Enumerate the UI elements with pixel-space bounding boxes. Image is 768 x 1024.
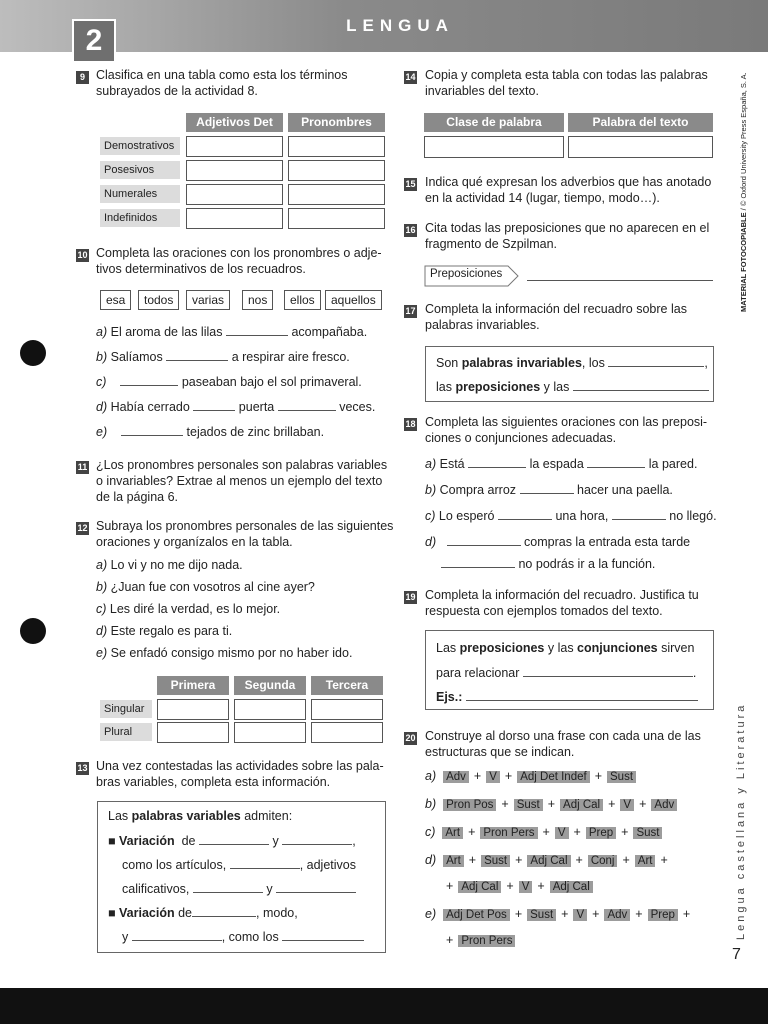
list-item: c) Les diré la verdad, es lo mejor. bbox=[96, 602, 281, 616]
grammar-token: V bbox=[620, 799, 634, 811]
row-label: Indefinidos bbox=[100, 209, 180, 227]
plus-sign: + bbox=[622, 853, 630, 867]
info-line: Las preposiciones y las conjunciones sirven bbox=[436, 641, 695, 655]
word-chip: ellos bbox=[284, 290, 321, 310]
answer-cell[interactable] bbox=[186, 136, 283, 157]
plus-sign: + bbox=[639, 797, 647, 811]
table-header: Pronombres bbox=[288, 113, 385, 132]
question-text: Completa las oraciones con los pronombres o adje- tivos determinativos de los recuadros. bbox=[96, 246, 382, 276]
plus-sign: + bbox=[542, 825, 550, 839]
structure-row bbox=[425, 906, 695, 923]
plus-sign: + bbox=[592, 907, 600, 921]
question-number: 12 bbox=[77, 523, 88, 533]
grammar-token: Sust bbox=[607, 771, 636, 783]
info-line: calificativos, y bbox=[122, 881, 356, 897]
question-text: Completa la información del recuadro sobre las palabras invariables. bbox=[425, 302, 687, 332]
plus-sign: + bbox=[635, 907, 643, 921]
sentence-e: e) tejados de zinc brillaban. bbox=[96, 425, 325, 439]
list-item: b) ¿Juan fue con vosotros al cine ayer? bbox=[96, 580, 315, 594]
plus-sign: + bbox=[515, 853, 523, 867]
question-number: 9 bbox=[76, 71, 89, 84]
grammar-token: Adj Det Pos bbox=[443, 909, 510, 921]
table-header: Primera bbox=[157, 676, 229, 695]
plus-sign: + bbox=[621, 825, 629, 839]
answer-cell[interactable] bbox=[186, 160, 283, 181]
word-chip: todos bbox=[138, 290, 179, 310]
structure-row bbox=[425, 768, 636, 785]
question-text: ¿Los pronombres personales son palabras variables o invariables? Extrae al menos un ejemplo del texto de la página 6. bbox=[96, 458, 388, 504]
sentence-b: b) Salíamos a respirar aire fresco. bbox=[96, 350, 350, 364]
grammar-token: Pron Pers bbox=[458, 935, 515, 947]
answer-cell[interactable] bbox=[234, 699, 306, 720]
question-text: Indica qué expresan los adverbios que has anotado en la actividad 14 (lugar, tiempo, modo…). bbox=[425, 175, 712, 205]
question-number: 20 bbox=[405, 733, 416, 743]
bottom-band bbox=[0, 988, 768, 1024]
answer-cell[interactable] bbox=[157, 699, 229, 720]
plus-sign: + bbox=[473, 769, 482, 783]
answer-cell[interactable] bbox=[311, 722, 383, 743]
question-text: Completa las siguientes oraciones con las preposi- ciones o conjunciones adecuadas. bbox=[425, 415, 708, 445]
sentence-d-cont: no podrás ir a la función. bbox=[441, 556, 655, 572]
info-line: Son palabras invariables, los , bbox=[436, 356, 708, 370]
grammar-token: Sust bbox=[527, 909, 556, 921]
question-text: Construye al dorso una frase con cada una de las estructuras que se indican. bbox=[425, 729, 701, 759]
row-label: Plural bbox=[100, 723, 152, 741]
grammar-token: Prep bbox=[648, 909, 678, 921]
list-item: d) Este regalo es para ti. bbox=[96, 624, 233, 638]
tag-label: Preposiciones bbox=[430, 268, 503, 280]
plus-sign: + bbox=[537, 879, 545, 893]
grammar-token: Art bbox=[635, 855, 656, 867]
grammar-token: Sust bbox=[481, 855, 510, 867]
structure-row bbox=[425, 824, 662, 841]
plus-sign: + bbox=[594, 769, 602, 783]
word-chip: varias bbox=[186, 290, 230, 310]
answer-cell[interactable] bbox=[186, 208, 283, 229]
grammar-token: Art bbox=[442, 827, 463, 839]
table-header: Adjetivos Det bbox=[186, 113, 283, 132]
answer-cell[interactable] bbox=[424, 136, 564, 158]
grammar-token: Sust bbox=[633, 827, 662, 839]
sentence-b: b) Compra arroz hacer una paella. bbox=[425, 483, 673, 497]
word-chip: esa bbox=[100, 290, 131, 310]
question-number: 18 bbox=[405, 419, 416, 429]
sentence-a: a) Está la espada la pared. bbox=[425, 457, 698, 471]
answer-cell[interactable] bbox=[568, 136, 713, 158]
word-chip: nos bbox=[242, 290, 273, 310]
answer-cell[interactable] bbox=[288, 160, 385, 181]
sentence-d: d) Había cerrado puerta veces. bbox=[96, 400, 376, 414]
question-number: 11 bbox=[77, 462, 88, 472]
grammar-token: Adj Cal bbox=[527, 855, 570, 867]
grammar-token: V bbox=[486, 771, 500, 783]
plus-sign: + bbox=[504, 769, 513, 783]
structure-label: b) bbox=[425, 797, 437, 811]
row-label: Numerales bbox=[100, 185, 180, 203]
sentence-a: a) El aroma de las lilas acompañaba. bbox=[96, 325, 368, 339]
table-header: Palabra del texto bbox=[568, 113, 713, 132]
list-item: e) Se enfadó consigo mismo por no haber ido. bbox=[96, 646, 353, 660]
answer-cell[interactable] bbox=[288, 136, 385, 157]
row-label: Singular bbox=[100, 700, 152, 718]
info-line: ■ Variación de y , bbox=[108, 834, 356, 848]
grammar-token: Pron Pers bbox=[480, 827, 537, 839]
answer-cell[interactable] bbox=[157, 722, 229, 743]
info-line: para relacionar . bbox=[436, 666, 697, 680]
grammar-token: Adj Cal bbox=[550, 881, 593, 893]
info-intro: Las palabras variables admiten: bbox=[108, 809, 293, 823]
question-text: Cita todas las preposiciones que no aparecen en el fragmento de Szpilman. bbox=[425, 221, 710, 251]
question-number: 15 bbox=[405, 179, 416, 189]
question-number: 16 bbox=[405, 225, 416, 235]
grammar-token: Adj Cal bbox=[458, 881, 501, 893]
grammar-token: Conj bbox=[588, 855, 618, 867]
question-number: 17 bbox=[405, 306, 416, 316]
structure-label: e) bbox=[425, 907, 437, 921]
list-item: a) Lo vi y no me dijo nada. bbox=[96, 558, 243, 572]
structure-row bbox=[441, 878, 593, 895]
question-number: 13 bbox=[77, 763, 88, 773]
plus-sign: + bbox=[468, 825, 476, 839]
grammar-token: Adv bbox=[651, 799, 677, 811]
row-label: Posesivos bbox=[100, 161, 180, 179]
unit-number: 2 bbox=[72, 19, 116, 63]
structure-row bbox=[425, 852, 673, 869]
plus-sign: + bbox=[660, 853, 668, 867]
sentence-c: c) Lo esperó una hora, no llegó. bbox=[425, 509, 717, 523]
info-line: y , como los bbox=[122, 929, 364, 945]
answer-line[interactable] bbox=[527, 280, 713, 281]
question-text: Copia y completa esta tabla con todas las palabras invariables del texto. bbox=[425, 68, 708, 98]
plus-sign: + bbox=[682, 907, 691, 921]
question-text: Subraya los pronombres personales de las siguientes oraciones y organízalos en la tabla. bbox=[96, 519, 394, 549]
grammar-token: Adv bbox=[604, 909, 630, 921]
plus-sign: + bbox=[446, 879, 454, 893]
question-number: 10 bbox=[77, 250, 88, 260]
word-chip: aquellos bbox=[325, 290, 382, 310]
grammar-token: V bbox=[519, 881, 533, 893]
binder-hole-icon bbox=[20, 340, 46, 366]
binder-hole-icon bbox=[20, 618, 46, 644]
series-title: Lengua castellana y Literatura bbox=[735, 702, 747, 940]
question-text: Una vez contestadas las actividades sobre las pala- bras variables, completa esta información. bbox=[96, 759, 384, 789]
question-number: 14 bbox=[405, 72, 416, 82]
grammar-token: V bbox=[555, 827, 569, 839]
answer-cell[interactable] bbox=[234, 722, 306, 743]
sentence-c: c) paseaban bajo el sol primaveral. bbox=[96, 375, 362, 389]
answer-cell[interactable] bbox=[186, 184, 283, 205]
grammar-token: Pron Pos bbox=[443, 799, 496, 811]
copyright-note: MATERIAL FOTOCOPIABLE / © Oxford University Press España, S. A. bbox=[739, 72, 748, 312]
plus-sign: + bbox=[514, 907, 523, 921]
answer-cell[interactable] bbox=[311, 699, 383, 720]
info-line: Ejs.: bbox=[436, 689, 698, 705]
table-header: Clase de palabra bbox=[424, 113, 564, 132]
structure-label: d) bbox=[425, 853, 437, 867]
plus-sign: + bbox=[547, 797, 556, 811]
grammar-token: Prep bbox=[586, 827, 616, 839]
structure-label: c) bbox=[425, 825, 436, 839]
table-header: Tercera bbox=[311, 676, 383, 695]
grammar-token: Adv bbox=[443, 771, 469, 783]
table-header: Segunda bbox=[234, 676, 306, 695]
plus-sign: + bbox=[608, 797, 616, 811]
plus-sign: + bbox=[573, 825, 581, 839]
grammar-token: Adj Cal bbox=[560, 799, 603, 811]
structure-row bbox=[425, 796, 677, 813]
row-label: Demostrativos bbox=[100, 137, 180, 155]
plus-sign: + bbox=[506, 879, 514, 893]
plus-sign: + bbox=[446, 933, 454, 947]
structure-label: a) bbox=[425, 769, 437, 783]
answer-cell[interactable] bbox=[288, 208, 385, 229]
info-line: las preposiciones y las bbox=[436, 379, 709, 395]
answer-cell[interactable] bbox=[288, 184, 385, 205]
plus-sign: + bbox=[468, 853, 477, 867]
grammar-token: Adj Det Indef bbox=[517, 771, 589, 783]
plus-sign: + bbox=[501, 797, 509, 811]
question-text: Clasifica en una tabla como esta los términos subrayados de la actividad 8. bbox=[96, 68, 348, 98]
question-text: Completa la información del recuadro. Justifica tu respuesta con ejemplos tomados del texto. bbox=[425, 588, 699, 618]
grammar-token: V bbox=[573, 909, 587, 921]
sentence-d: d) compras la entrada esta tarde bbox=[425, 535, 691, 549]
info-line: ■ Variación de , modo, bbox=[108, 906, 298, 920]
subject-title: LENGUA bbox=[346, 16, 454, 35]
plus-sign: + bbox=[575, 853, 583, 867]
plus-sign: + bbox=[561, 907, 569, 921]
page-number: 7 bbox=[732, 946, 741, 963]
question-number: 19 bbox=[405, 592, 416, 602]
info-line: como los artículos, , adjetivos bbox=[122, 858, 356, 872]
grammar-token: Art bbox=[443, 855, 464, 867]
structure-row bbox=[441, 932, 515, 949]
grammar-token: Sust bbox=[514, 799, 543, 811]
